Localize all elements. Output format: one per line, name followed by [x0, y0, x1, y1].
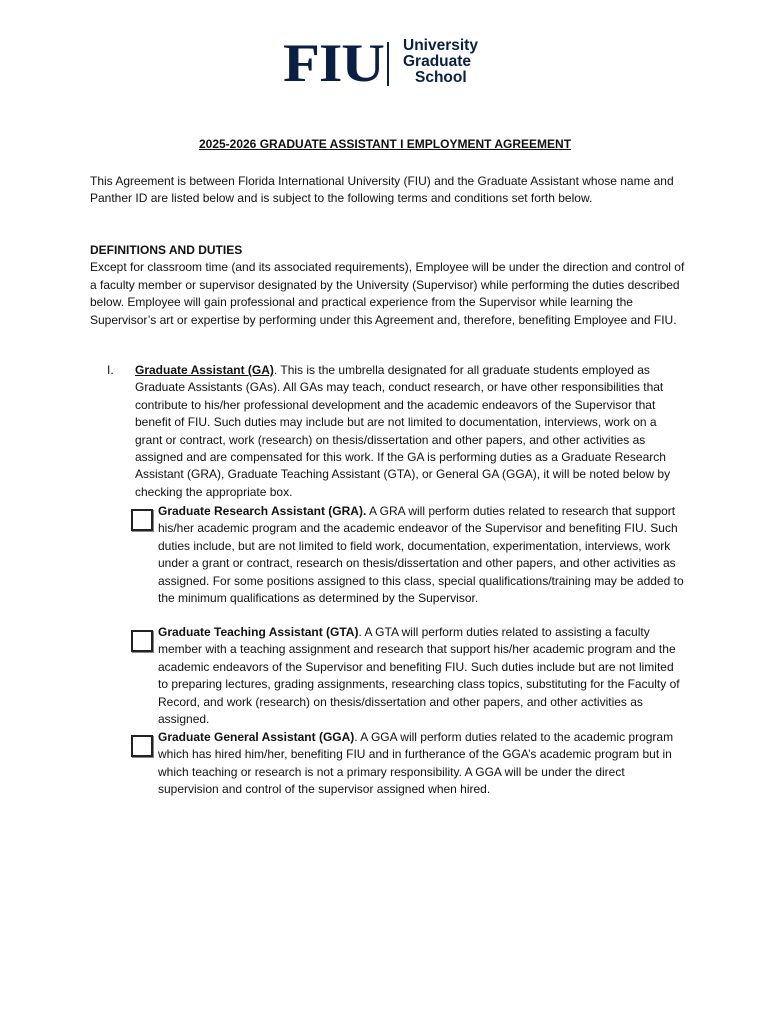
fiu-logo	[283, 33, 483, 93]
logo-line-3: School	[415, 69, 467, 86]
section-numeral: I.	[107, 363, 114, 377]
gga-checkbox[interactable]	[131, 735, 153, 757]
section-text	[135, 362, 685, 501]
gga-heading: Graduate General Assistant (GGA)	[158, 730, 355, 744]
definitions-heading: DEFINITIONS AND DUTIES	[90, 243, 243, 257]
logo-mark: FIU	[283, 33, 384, 93]
gra-text	[158, 503, 685, 607]
section-body: . This is the umbrella designated for all graduate students employed as Graduate Assistants (GAs). All GAs may teach, conduct research, or have other responsibilities that contribute to his/her professional development and the academic endeavors of the Supervisor that benefit of FIU. Such duties may include but are not limited to documentation, interviews, work on a grant or contract, work (research) on thesis/dissertation and other papers, and other activities as assigned and are compensated for this work. If the GA is performing duties as a Graduate Research Assistant (GRA), Graduate Teaching Assistant (GTA), or General GA (GGA), it will be noted below by checking the appropriate box.	[135, 363, 671, 499]
gra-body: A GRA will perform duties related to research that support his/her academic program and the academic endeavor of the Supervisor and benefiting FIU. Such duties include, but are not limited to field work, documentation, experimentation, interviews, work under a grant or contract, research on thesis/dissertation and other papers, and other activities as assigned. For some positions assigned to this class, special qualifications/training may be added to the minimum qualifications as determined by the Supervisor.	[158, 504, 684, 606]
gta-text	[158, 624, 685, 728]
gga-body: . A GGA will perform duties related to the academic program which has hired him/her, benefiting FIU and in furtherance of the GGA’s academic program but in which teaching or research is not a primary responsibility. A GGA will be under the direct supervision and control of the supervisor assigned when hired.	[158, 730, 674, 797]
logo-line-1: University	[403, 37, 478, 54]
gta-heading: Graduate Teaching Assistant (GTA)	[158, 625, 359, 639]
definitions-section	[90, 242, 690, 329]
document-title: 2025-2026 GRADUATE ASSISTANT I EMPLOYMENT AGREEMENT	[198, 137, 572, 151]
logo-school-name	[403, 38, 478, 86]
logo-divider	[387, 42, 389, 86]
gra-heading: Graduate Research Assistant (GRA).	[158, 504, 367, 518]
intro-paragraph: This Agreement is between Florida International University (FIU) and the Graduate Assistant whose name and Panther ID are listed below and is subject to the following terms and conditions set forth below.	[90, 174, 674, 206]
gga-text	[158, 729, 685, 799]
logo-line-2: Graduate	[403, 53, 472, 70]
gta-body: . A GTA will perform duties related to assisting a faculty member with a teaching assignment and research that support his/her academic program and the academic endeavors of the Supervisor and benefiting FIU. Such duties include but are not limited to preparing lectures, grading assignments, researching class topics, substituting for the Faculty of Record, and work (research) on thesis/dissertation and other papers, and other activities as assigned.	[158, 625, 680, 727]
section-heading: Graduate Assistant (GA)	[135, 363, 274, 377]
definitions-body: Except for classroom time (and its associated requirements), Employee will be under the direction and control of a faculty member or supervisor designated by the University (Supervisor) while performing the duties described below. Employee will gain professional and practical experience from the Supervisor while learning the Supervisor’s art or expertise by performing under this Agreement and, therefore, benefiting Employee and FIU.	[90, 260, 685, 327]
gta-checkbox[interactable]	[131, 630, 153, 652]
gra-checkbox[interactable]	[131, 509, 153, 531]
